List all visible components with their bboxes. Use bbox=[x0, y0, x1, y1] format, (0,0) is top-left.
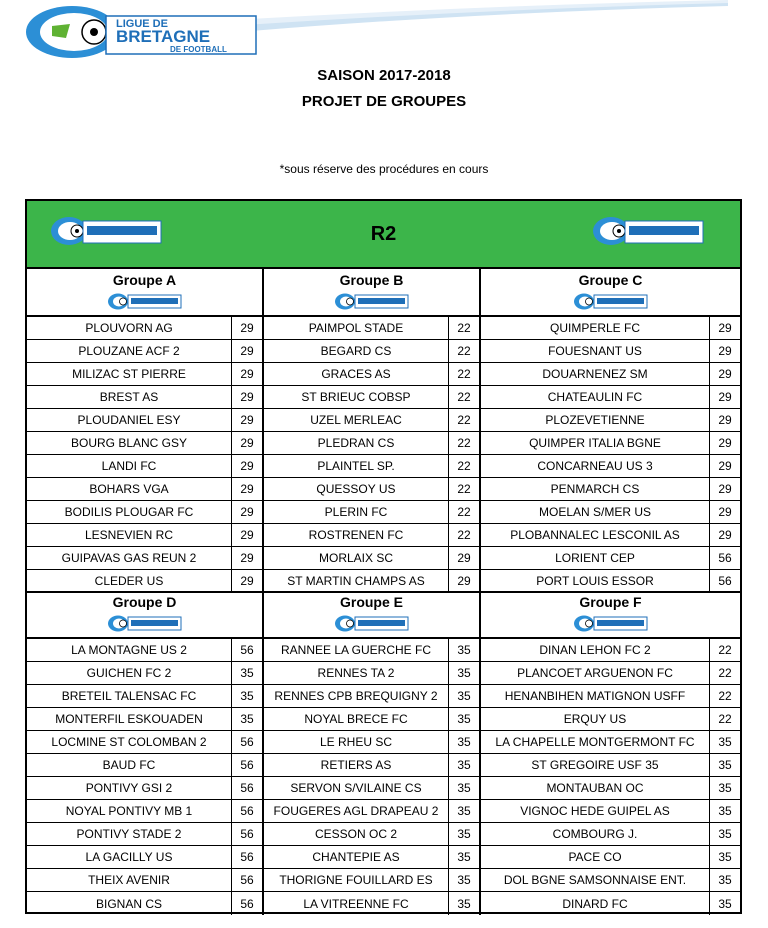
team-name: QUESSOY US bbox=[264, 478, 449, 500]
team-row bbox=[481, 731, 740, 754]
group-header bbox=[27, 591, 262, 639]
team-department: 22 bbox=[457, 505, 471, 519]
team-name: DINAN LEHON FC 2 bbox=[481, 639, 710, 661]
team-department: 35 bbox=[457, 758, 471, 772]
league-title: R2 bbox=[370, 223, 397, 245]
team-name: MILIZAC ST PIERRE bbox=[27, 363, 232, 385]
team-department: 22 bbox=[457, 344, 471, 358]
team-department: 29 bbox=[718, 367, 732, 381]
group-title: Groupe B bbox=[339, 272, 404, 288]
team-name: PLANCOET ARGUENON FC bbox=[481, 662, 710, 684]
team-row bbox=[481, 501, 740, 524]
team-row bbox=[27, 639, 262, 662]
team-name: MOELAN S/MER US bbox=[481, 501, 710, 523]
team-department: 35 bbox=[457, 643, 471, 657]
team-name: ROSTRENEN FC bbox=[264, 524, 449, 546]
team-name: LESNEVIEN RC bbox=[27, 524, 232, 546]
team-row bbox=[481, 363, 740, 386]
team-row bbox=[264, 501, 479, 524]
team-name: PONTIVY STADE 2 bbox=[27, 823, 232, 845]
reserve-note: *sous réserve des procédures en cours bbox=[279, 162, 489, 176]
team-department: 35 bbox=[457, 850, 471, 864]
groups-sheet bbox=[25, 199, 742, 914]
team-row bbox=[481, 823, 740, 846]
group-logo bbox=[107, 613, 183, 634]
team-department: 29 bbox=[718, 321, 732, 335]
group-header bbox=[264, 591, 479, 639]
group-header bbox=[264, 269, 479, 317]
team-name: PLEDRAN CS bbox=[264, 432, 449, 454]
team-name: BEGARD CS bbox=[264, 340, 449, 362]
team-row bbox=[27, 823, 262, 846]
team-name: RETIERS AS bbox=[264, 754, 449, 776]
team-department: 29 bbox=[240, 344, 254, 358]
team-name: PORT LOUIS ESSOR bbox=[481, 570, 710, 591]
groups-top bbox=[27, 269, 740, 593]
ligue-bretagne-logo bbox=[22, 2, 262, 60]
team-department: 35 bbox=[457, 827, 471, 841]
team-row bbox=[27, 892, 262, 915]
team-name: MONTAUBAN OC bbox=[481, 777, 710, 799]
team-row bbox=[481, 432, 740, 455]
team-name: BOHARS VGA bbox=[27, 478, 232, 500]
team-department: 22 bbox=[457, 390, 471, 404]
team-row bbox=[27, 685, 262, 708]
team-row bbox=[264, 547, 479, 570]
group-title: Groupe A bbox=[112, 272, 177, 288]
team-name: HENANBIHEN MATIGNON USFF bbox=[481, 685, 710, 707]
team-department: 35 bbox=[240, 666, 254, 680]
team-department: 29 bbox=[240, 459, 254, 473]
team-department: 29 bbox=[718, 436, 732, 450]
team-name: MORLAIX SC bbox=[264, 547, 449, 569]
team-name: LA CHAPELLE MONTGERMONT FC bbox=[481, 731, 710, 753]
team-department: 29 bbox=[718, 390, 732, 404]
team-row bbox=[481, 754, 740, 777]
league-band bbox=[27, 201, 740, 269]
team-name: QUIMPERLE FC bbox=[481, 317, 710, 339]
team-department: 56 bbox=[240, 735, 254, 749]
team-row bbox=[27, 547, 262, 570]
team-row bbox=[264, 662, 479, 685]
team-name: SERVON S/VILAINE CS bbox=[264, 777, 449, 799]
project-title: PROJET DE GROUPES bbox=[301, 93, 467, 110]
team-row bbox=[27, 869, 262, 892]
team-row bbox=[481, 777, 740, 800]
team-name: BRETEIL TALENSAC FC bbox=[27, 685, 232, 707]
team-row bbox=[27, 340, 262, 363]
team-name: GUIPAVAS GAS REUN 2 bbox=[27, 547, 232, 569]
team-name: LE RHEU SC bbox=[264, 731, 449, 753]
team-row bbox=[264, 777, 479, 800]
team-name: BIGNAN CS bbox=[27, 892, 232, 915]
team-department: 22 bbox=[457, 528, 471, 542]
group-title: Groupe F bbox=[579, 594, 642, 610]
team-name: LA GACILLY US bbox=[27, 846, 232, 868]
team-row bbox=[27, 317, 262, 340]
team-name: LOCMINE ST COLOMBAN 2 bbox=[27, 731, 232, 753]
team-department: 56 bbox=[240, 804, 254, 818]
team-row bbox=[264, 892, 479, 915]
team-row bbox=[264, 317, 479, 340]
team-name: THORIGNE FOUILLARD ES bbox=[264, 869, 449, 891]
team-row bbox=[481, 317, 740, 340]
team-row bbox=[27, 800, 262, 823]
team-row bbox=[481, 869, 740, 892]
team-row bbox=[481, 409, 740, 432]
group-column bbox=[481, 591, 740, 915]
team-department: 29 bbox=[240, 413, 254, 427]
logo-line1: LIGUE DE bbox=[116, 18, 168, 30]
group-title: Groupe E bbox=[339, 594, 403, 610]
team-department: 56 bbox=[240, 827, 254, 841]
group-logo bbox=[573, 613, 649, 634]
group-header bbox=[27, 269, 262, 317]
team-row bbox=[27, 570, 262, 593]
team-name: NOYAL PONTIVY MB 1 bbox=[27, 800, 232, 822]
team-department: 35 bbox=[457, 735, 471, 749]
team-name: LA VITREENNE FC bbox=[264, 892, 449, 915]
team-name: PLAINTEL SP. bbox=[264, 455, 449, 477]
team-department: 29 bbox=[240, 505, 254, 519]
season-title: SAISON 2017-2018 bbox=[317, 67, 451, 84]
team-department: 29 bbox=[718, 459, 732, 473]
group-column bbox=[264, 269, 481, 593]
team-name: FOUESNANT US bbox=[481, 340, 710, 362]
team-name: PAIMPOL STADE bbox=[264, 317, 449, 339]
team-name: UZEL MERLEAC bbox=[264, 409, 449, 431]
team-department: 56 bbox=[240, 758, 254, 772]
team-department: 35 bbox=[457, 804, 471, 818]
team-department: 22 bbox=[457, 413, 471, 427]
team-department: 29 bbox=[240, 321, 254, 335]
team-row bbox=[264, 432, 479, 455]
team-name: DINARD FC bbox=[481, 892, 710, 915]
team-name: RANNEE LA GUERCHE FC bbox=[264, 639, 449, 661]
team-department: 35 bbox=[718, 735, 732, 749]
team-name: QUIMPER ITALIA BGNE bbox=[481, 432, 710, 454]
team-department: 29 bbox=[240, 528, 254, 542]
team-department: 29 bbox=[240, 367, 254, 381]
group-logo bbox=[573, 291, 649, 312]
team-row bbox=[481, 639, 740, 662]
team-department: 22 bbox=[457, 367, 471, 381]
team-department: 56 bbox=[718, 551, 732, 565]
team-department: 35 bbox=[718, 758, 732, 772]
team-row bbox=[264, 823, 479, 846]
team-name: VIGNOC HEDE GUIPEL AS bbox=[481, 800, 710, 822]
team-name: GRACES AS bbox=[264, 363, 449, 385]
team-department: 35 bbox=[718, 873, 732, 887]
team-row bbox=[27, 386, 262, 409]
team-row bbox=[481, 892, 740, 915]
team-department: 22 bbox=[457, 436, 471, 450]
team-name: RENNES TA 2 bbox=[264, 662, 449, 684]
team-row bbox=[481, 662, 740, 685]
team-row bbox=[27, 524, 262, 547]
groups-bottom bbox=[27, 591, 740, 915]
team-row bbox=[481, 846, 740, 869]
team-department: 29 bbox=[718, 344, 732, 358]
team-department: 22 bbox=[718, 689, 732, 703]
team-row bbox=[264, 639, 479, 662]
team-name: FOUGERES AGL DRAPEAU 2 bbox=[264, 800, 449, 822]
team-row bbox=[264, 754, 479, 777]
logo-line2: BRETAGNE bbox=[116, 27, 211, 46]
team-row bbox=[481, 547, 740, 570]
group-column bbox=[27, 591, 264, 915]
team-name: DOL BGNE SAMSONNAISE ENT. bbox=[481, 869, 710, 891]
team-row bbox=[264, 409, 479, 432]
team-name: PLERIN FC bbox=[264, 501, 449, 523]
team-name: NOYAL BRECE FC bbox=[264, 708, 449, 730]
team-department: 29 bbox=[240, 573, 254, 588]
team-department: 35 bbox=[457, 873, 471, 887]
team-department: 29 bbox=[718, 413, 732, 427]
team-name: CONCARNEAU US 3 bbox=[481, 455, 710, 477]
group-logo bbox=[334, 291, 410, 312]
team-department: 35 bbox=[457, 666, 471, 680]
team-department: 35 bbox=[718, 827, 732, 841]
team-name: RENNES CPB BREQUIGNY 2 bbox=[264, 685, 449, 707]
team-department: 56 bbox=[240, 643, 254, 657]
logo-line3: DE FOOTBALL bbox=[170, 45, 227, 54]
team-row bbox=[27, 754, 262, 777]
team-department: 56 bbox=[240, 850, 254, 864]
team-row bbox=[27, 846, 262, 869]
team-name: ST GREGOIRE USF 35 bbox=[481, 754, 710, 776]
team-row bbox=[264, 524, 479, 547]
team-row bbox=[27, 478, 262, 501]
team-department: 35 bbox=[718, 781, 732, 795]
team-department: 35 bbox=[240, 712, 254, 726]
team-department: 22 bbox=[457, 482, 471, 496]
team-row bbox=[481, 478, 740, 501]
team-name: ERQUY US bbox=[481, 708, 710, 730]
team-row bbox=[264, 386, 479, 409]
team-name: ST MARTIN CHAMPS AS bbox=[264, 570, 449, 591]
band-logo-right bbox=[591, 213, 706, 249]
team-name: THEIX AVENIR bbox=[27, 869, 232, 891]
team-name: PLOZEVETIENNE bbox=[481, 409, 710, 431]
team-department: 29 bbox=[240, 390, 254, 404]
team-department: 29 bbox=[718, 505, 732, 519]
group-logo bbox=[334, 613, 410, 634]
team-row bbox=[264, 685, 479, 708]
group-title: Groupe D bbox=[112, 594, 177, 610]
team-row bbox=[27, 409, 262, 432]
team-name: CLEDER US bbox=[27, 570, 232, 591]
team-row bbox=[481, 455, 740, 478]
team-name: LANDI FC bbox=[27, 455, 232, 477]
team-row bbox=[264, 478, 479, 501]
team-row bbox=[264, 708, 479, 731]
team-department: 29 bbox=[718, 528, 732, 542]
team-department: 35 bbox=[718, 896, 732, 911]
team-department: 29 bbox=[457, 573, 471, 588]
team-name: PONTIVY GSI 2 bbox=[27, 777, 232, 799]
team-department: 22 bbox=[718, 712, 732, 726]
team-name: LA MONTAGNE US 2 bbox=[27, 639, 232, 661]
team-name: DOUARNENEZ SM bbox=[481, 363, 710, 385]
team-row bbox=[264, 570, 479, 593]
team-row bbox=[264, 455, 479, 478]
team-name: BOURG BLANC GSY bbox=[27, 432, 232, 454]
group-header bbox=[481, 591, 740, 639]
team-row bbox=[481, 340, 740, 363]
team-department: 29 bbox=[718, 482, 732, 496]
team-department: 22 bbox=[718, 666, 732, 680]
group-logo bbox=[107, 291, 183, 312]
team-department: 22 bbox=[718, 643, 732, 657]
team-row bbox=[481, 570, 740, 593]
team-row bbox=[264, 869, 479, 892]
team-name: BAUD FC bbox=[27, 754, 232, 776]
team-row bbox=[264, 363, 479, 386]
team-name: PLOUZANE ACF 2 bbox=[27, 340, 232, 362]
team-row bbox=[27, 662, 262, 685]
team-department: 29 bbox=[240, 482, 254, 496]
team-name: BODILIS PLOUGAR FC bbox=[27, 501, 232, 523]
team-name: PLOUVORN AG bbox=[27, 317, 232, 339]
team-department: 29 bbox=[240, 551, 254, 565]
team-row bbox=[27, 455, 262, 478]
team-row bbox=[481, 685, 740, 708]
team-row bbox=[481, 708, 740, 731]
group-column bbox=[264, 591, 481, 915]
group-column bbox=[481, 269, 740, 593]
team-name: PACE CO bbox=[481, 846, 710, 868]
team-department: 35 bbox=[457, 781, 471, 795]
team-department: 35 bbox=[457, 689, 471, 703]
team-name: CHANTEPIE AS bbox=[264, 846, 449, 868]
team-name: BREST AS bbox=[27, 386, 232, 408]
team-department: 22 bbox=[457, 459, 471, 473]
team-department: 35 bbox=[240, 689, 254, 703]
team-row bbox=[27, 731, 262, 754]
team-department: 56 bbox=[240, 781, 254, 795]
team-department: 29 bbox=[457, 551, 471, 565]
team-row bbox=[264, 800, 479, 823]
team-row bbox=[264, 731, 479, 754]
team-row bbox=[27, 363, 262, 386]
team-name: PENMARCH CS bbox=[481, 478, 710, 500]
team-department: 56 bbox=[240, 873, 254, 887]
team-row bbox=[27, 432, 262, 455]
group-header bbox=[481, 269, 740, 317]
team-name: PLOUDANIEL ESY bbox=[27, 409, 232, 431]
team-department: 35 bbox=[718, 804, 732, 818]
team-row bbox=[481, 386, 740, 409]
team-row bbox=[264, 846, 479, 869]
team-department: 56 bbox=[240, 896, 254, 911]
team-name: PLOBANNALEC LESCONIL AS bbox=[481, 524, 710, 546]
group-title: Groupe C bbox=[578, 272, 643, 288]
team-row bbox=[481, 800, 740, 823]
team-name: LORIENT CEP bbox=[481, 547, 710, 569]
team-row bbox=[27, 777, 262, 800]
team-row bbox=[27, 708, 262, 731]
team-name: CESSON OC 2 bbox=[264, 823, 449, 845]
team-row bbox=[481, 524, 740, 547]
team-name: COMBOURG J. bbox=[481, 823, 710, 845]
team-department: 35 bbox=[457, 896, 471, 911]
team-department: 56 bbox=[718, 573, 732, 588]
team-name: CHATEAULIN FC bbox=[481, 386, 710, 408]
team-department: 22 bbox=[457, 321, 471, 335]
team-name: GUICHEN FC 2 bbox=[27, 662, 232, 684]
team-row bbox=[264, 340, 479, 363]
team-name: MONTERFIL ESKOUADEN bbox=[27, 708, 232, 730]
team-department: 35 bbox=[457, 712, 471, 726]
team-name: ST BRIEUC COBSP bbox=[264, 386, 449, 408]
team-row bbox=[27, 501, 262, 524]
team-department: 29 bbox=[240, 436, 254, 450]
team-department: 35 bbox=[718, 850, 732, 864]
group-column bbox=[27, 269, 264, 593]
